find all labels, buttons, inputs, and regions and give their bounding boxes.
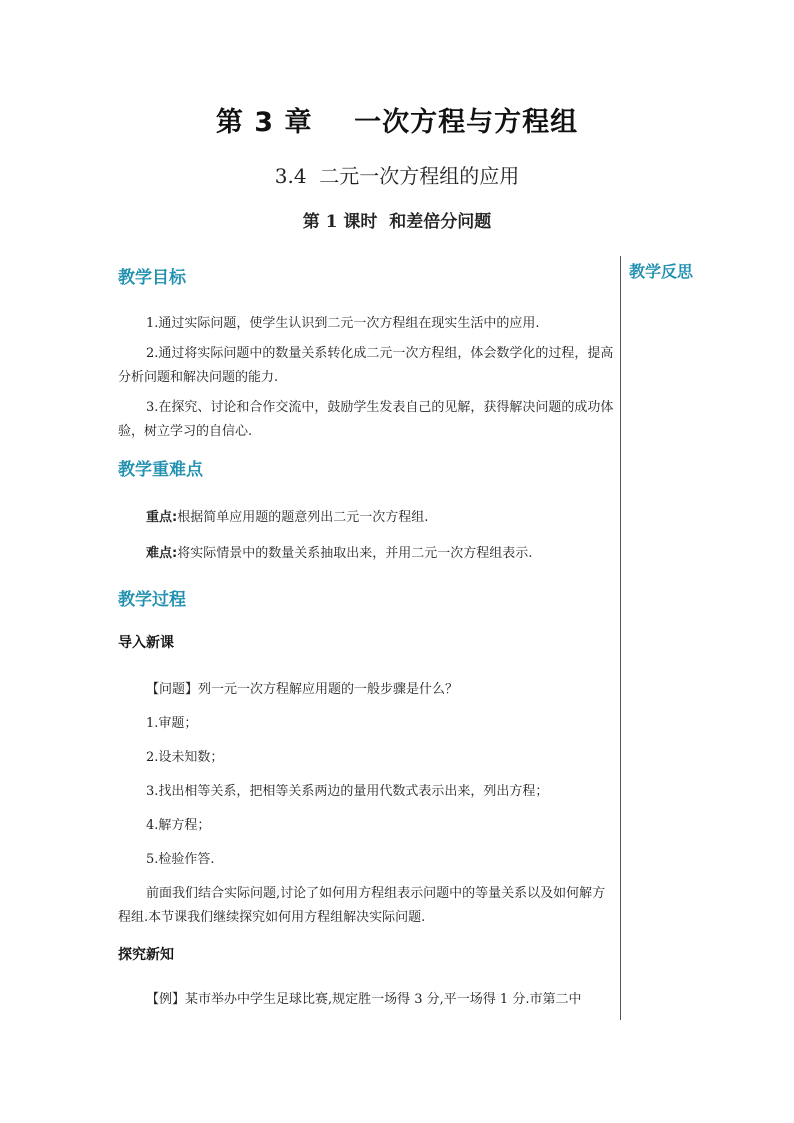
difficulty-line — [118, 542, 616, 566]
reflection-label: 教学反思 — [629, 262, 694, 281]
main-content — [118, 258, 616, 1012]
step-2: 2.设未知数； — [146, 750, 224, 765]
transition-paragraph: 前面我们结合实际问题,讨论了如何用方程组表示问题中的等量关系以及如何解方程组.本节课我们继续探究如何用方程组解决实际问题. — [118, 886, 606, 925]
intro-heading: 导入新课 — [118, 635, 174, 651]
step-1: 1.审题； — [146, 716, 198, 731]
example-paragraph: 【例】某市举办中学生足球比赛,规定胜一场得 3 分,平一场得 1 分.市第二中 — [146, 992, 582, 1007]
margin-divider — [620, 256, 621, 1020]
process-heading: 教学过程 — [118, 590, 186, 610]
key-points-heading: 教学重难点 — [118, 460, 203, 480]
focus-label: 重点: — [146, 510, 178, 525]
step-5: 5.检验作答. — [146, 852, 215, 867]
focus-line — [118, 506, 616, 530]
objective-item-1: 1.通过实际问题，使学生认识到二元一次方程组在现实生活中的应用. — [146, 316, 540, 331]
focus-text: 根据简单应用题的题意列出二元一次方程组. — [177, 510, 429, 525]
objective-item-2: 2.通过将实际问题中的数量关系转化成二元一次方程组，体会数学化的过程，提高分析问题和解决问题的能力. — [118, 346, 614, 385]
difficulty-text: 将实际情景中的数量关系抽取出来，并用二元一次方程组表示. — [177, 546, 533, 561]
intro-question: 【问题】列一元一次方程解应用题的一般步骤是什么？ — [146, 682, 459, 697]
objectives-heading: 教学目标 — [118, 268, 186, 288]
lesson-title: 第 1 课时 和差倍分问题 — [302, 212, 492, 232]
chapter-title: 第 3 章 一次方程与方程组 — [215, 107, 579, 138]
explore-heading: 探究新知 — [118, 947, 174, 963]
section-title: 3.4 二元一次方程组的应用 — [274, 164, 520, 188]
difficulty-label: 难点: — [146, 546, 178, 561]
step-3: 3.找出相等关系，把相等关系两边的量用代数式表示出来，列出方程； — [146, 784, 549, 799]
objective-item-3: 3.在探究、讨论和合作交流中，鼓励学生发表自己的见解，获得解决问题的成功体验，树立学习的自信心. — [118, 400, 614, 439]
step-4: 4.解方程； — [146, 818, 211, 833]
